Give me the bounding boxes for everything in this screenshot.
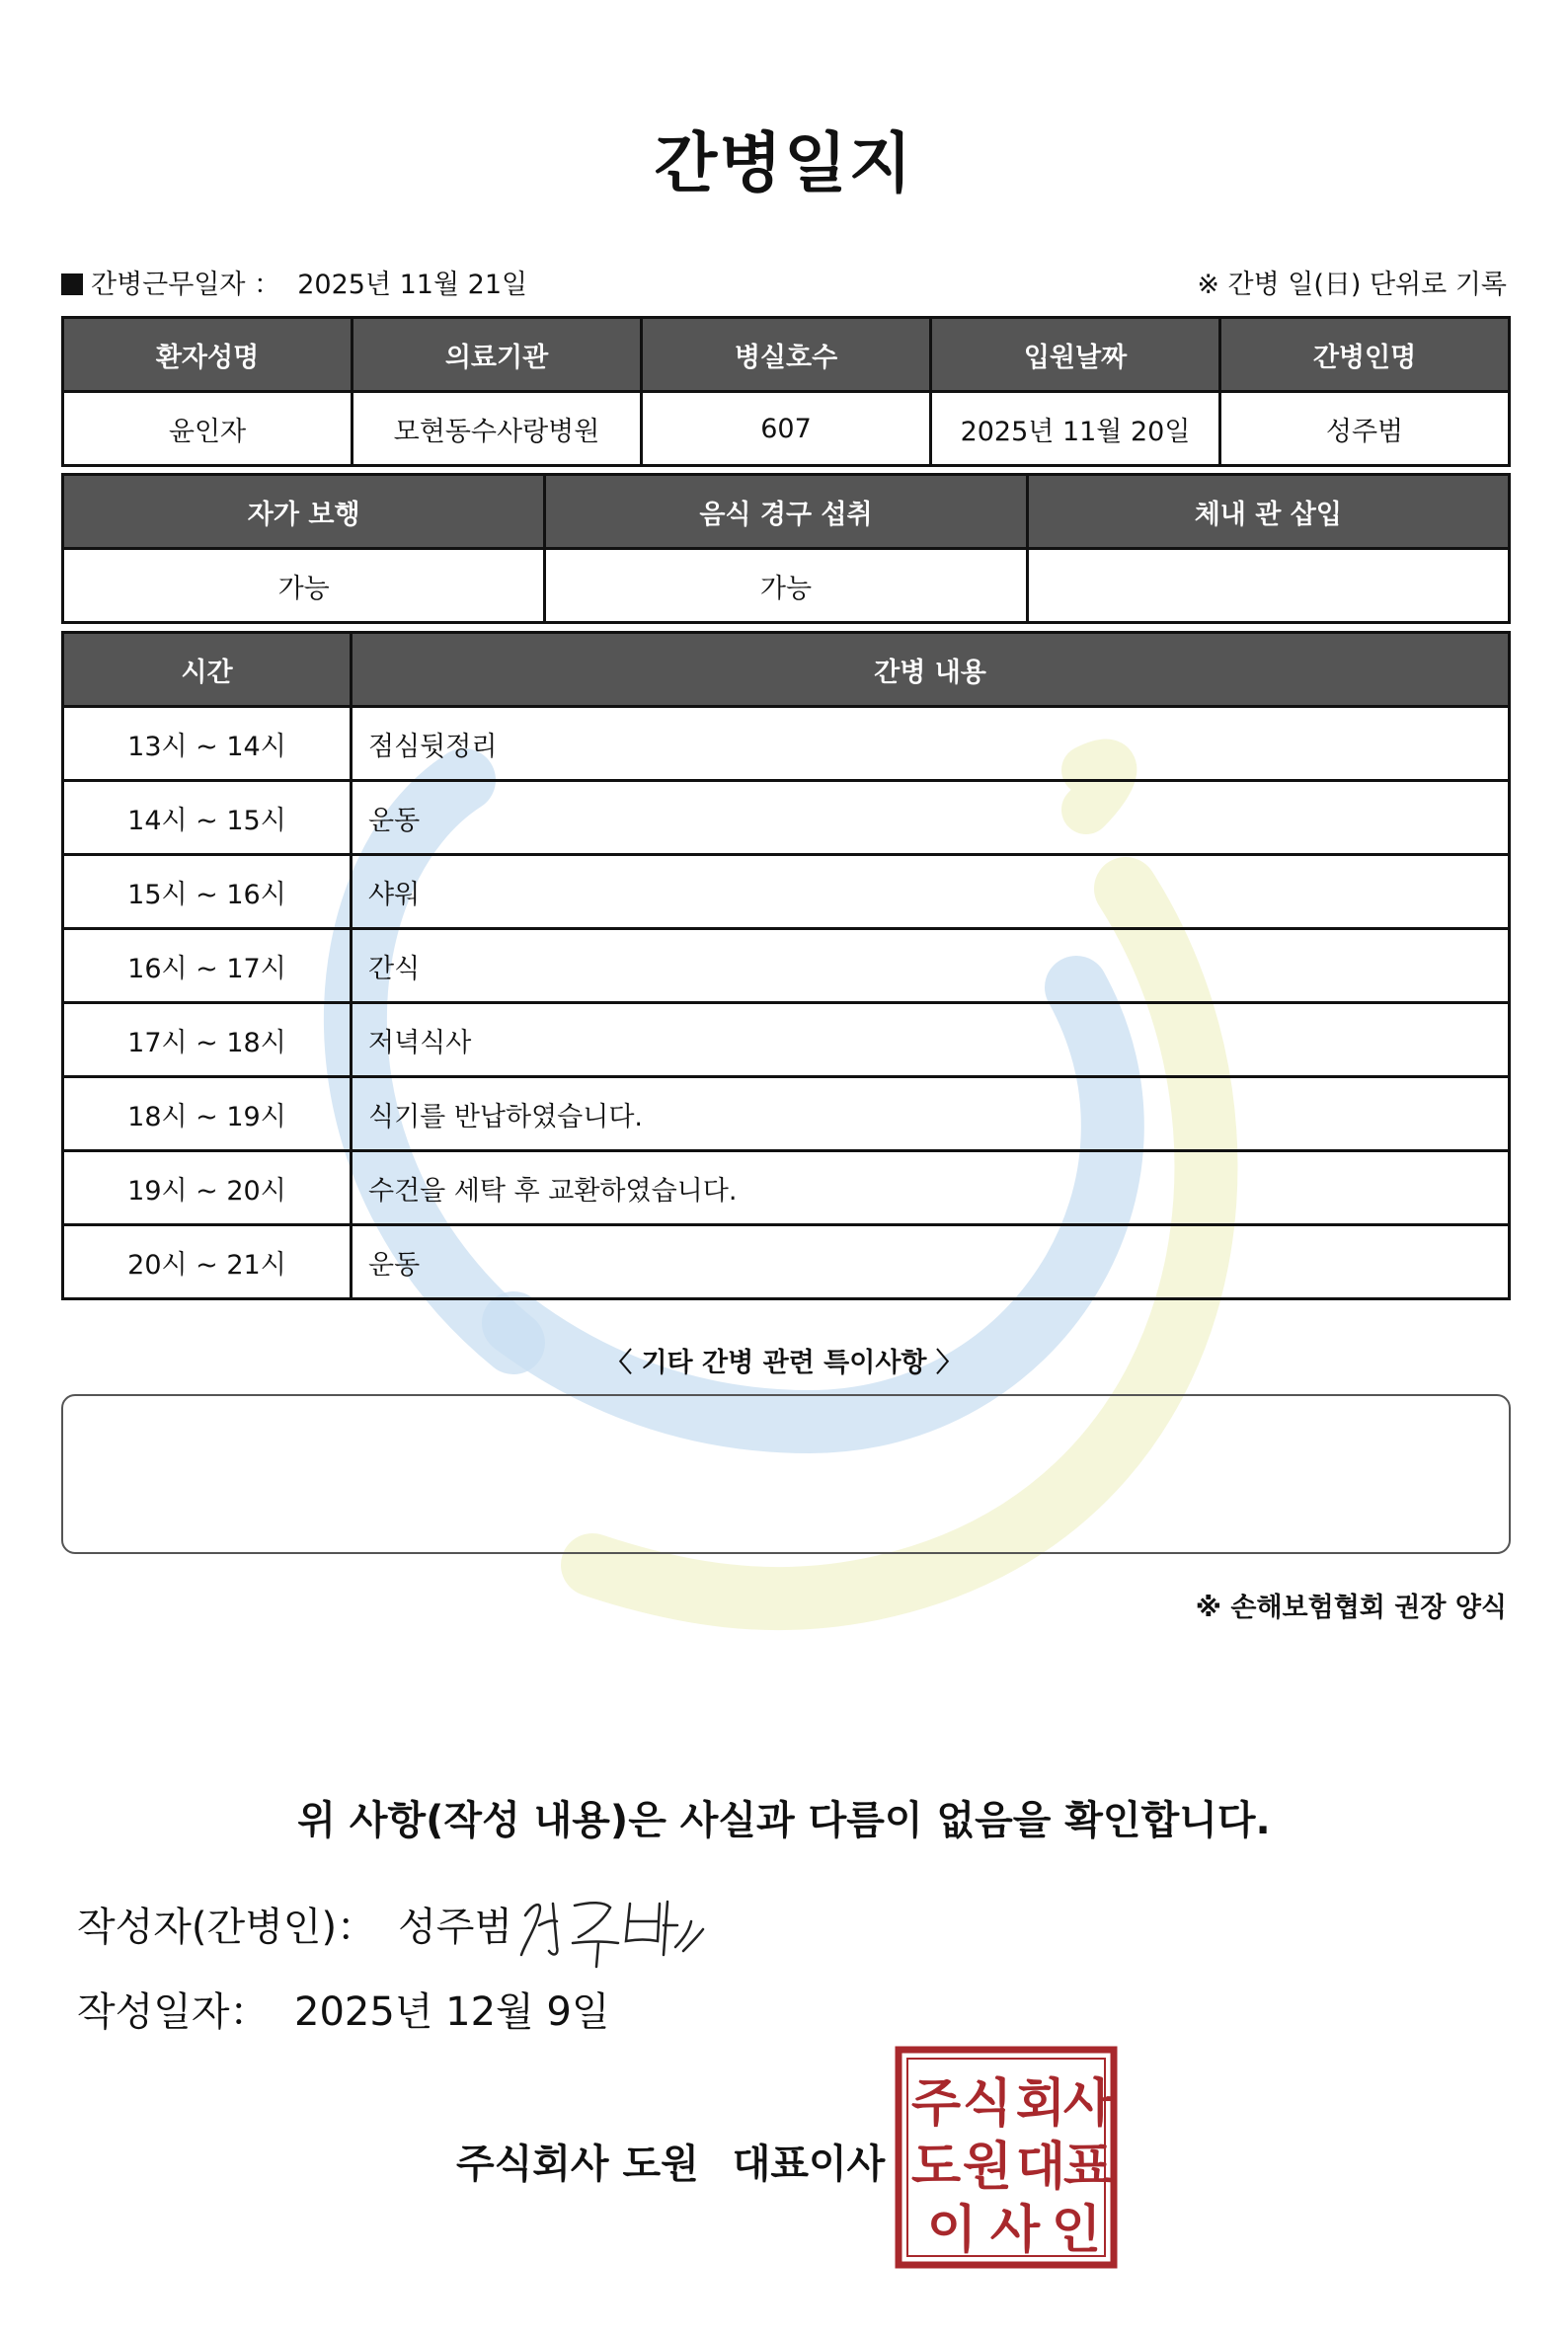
record-note: ※ 간병 일(日) 단위로 기록	[1197, 270, 1507, 300]
header-caregiver-name: 간병인명	[1220, 318, 1510, 392]
table-header-row	[63, 633, 1510, 707]
company-seal-stamp	[895, 2046, 1118, 2269]
content-cell: 식기를 반납하였습니다.	[352, 1077, 1510, 1151]
writer-label: 작성자(간병인)：	[77, 1905, 377, 1950]
header-care-content: 간병 내용	[352, 633, 1510, 707]
svg-text:인: 인	[1051, 2201, 1102, 2260]
table-row	[63, 1151, 1510, 1225]
svg-text:표: 표	[1062, 2138, 1114, 2197]
header-admission-date: 입원날짜	[931, 318, 1220, 392]
work-date-value: 2025년 11월 21일	[297, 270, 528, 300]
time-cell: 13시 ~ 14시	[63, 707, 352, 781]
company-line	[456, 2133, 885, 2189]
special-notes-box	[61, 1394, 1511, 1554]
time-cell: 20시 ~ 21시	[63, 1225, 352, 1299]
table-row	[63, 781, 1510, 855]
content-cell: 샤워	[352, 855, 1510, 929]
handwritten-signature	[513, 1886, 711, 1975]
svg-text:이: 이	[926, 2201, 978, 2260]
content-cell: 수건을 세탁 후 교환하였습니다.	[352, 1151, 1510, 1225]
time-cell: 14시 ~ 15시	[63, 781, 352, 855]
svg-text:사: 사	[989, 2201, 1041, 2260]
svg-text:주: 주	[910, 2074, 962, 2134]
header-hospital: 의료기관	[353, 318, 642, 392]
svg-text:식: 식	[962, 2074, 1013, 2134]
writer-line	[77, 1896, 534, 1952]
patient-info-table	[61, 316, 1511, 467]
writing-date-label: 작성일자：	[77, 1989, 270, 2035]
self-walking-cell: 가능	[63, 549, 545, 623]
table-row	[63, 1225, 1510, 1299]
patient-name-cell: 윤인자	[63, 392, 353, 466]
writing-date-value: 2025년 12월 9일	[294, 1989, 610, 2035]
caregiver-name-cell: 성주범	[1220, 392, 1510, 466]
svg-text:도: 도	[910, 2138, 962, 2197]
content-cell: 간식	[352, 929, 1510, 1003]
company-ceo-title: 대표이사	[732, 2142, 886, 2187]
square-bullet-icon	[61, 273, 83, 295]
content-cell: 운동	[352, 781, 1510, 855]
time-cell: 16시 ~ 17시	[63, 929, 352, 1003]
form-source-note: ※ 손해보험협회 권장 양식	[1195, 1593, 1507, 1623]
header-self-walking: 자가 보행	[63, 475, 545, 549]
tube-insertion-cell	[1027, 549, 1509, 623]
oral-intake-cell: 가능	[545, 549, 1027, 623]
hospital-cell: 모현동수사랑병원	[353, 392, 642, 466]
table-row	[63, 1003, 1510, 1077]
header-room-number: 병실호수	[642, 318, 931, 392]
header-time: 시간	[63, 633, 352, 707]
table-row	[63, 1077, 1510, 1151]
table-header-row	[63, 318, 1510, 392]
header-tube-insertion: 체내 관 삽입	[1027, 475, 1509, 549]
special-notes-title: 〈 기타 간병 관련 특이사항 〉	[605, 1348, 963, 1378]
table-row	[63, 855, 1510, 929]
patient-status-table	[61, 473, 1511, 624]
table-row	[63, 392, 1510, 466]
table-row	[63, 929, 1510, 1003]
svg-text:회: 회	[1015, 2074, 1066, 2134]
company-name: 주식회사 도원	[456, 2142, 699, 2187]
content-cell: 운동	[352, 1225, 1510, 1299]
header-oral-intake: 음식 경구 섭취	[545, 475, 1027, 549]
content-cell: 점심뒷정리	[352, 707, 1510, 781]
time-cell: 19시 ~ 20시	[63, 1151, 352, 1225]
confirmation-statement: 위 사항(작성 내용)은 사실과 다름이 없음을 확인합니다.	[297, 1798, 1271, 1843]
writer-name: 성주범	[398, 1905, 512, 1950]
admission-date-cell: 2025년 11월 20일	[931, 392, 1220, 466]
table-header-row	[63, 475, 1510, 549]
work-date-line	[61, 263, 527, 301]
room-number-cell: 607	[642, 392, 931, 466]
svg-text:대: 대	[1015, 2138, 1066, 2197]
page-title: 간병일지	[654, 125, 914, 201]
table-row	[63, 549, 1510, 623]
time-cell: 15시 ~ 16시	[63, 855, 352, 929]
header-patient-name: 환자성명	[63, 318, 353, 392]
time-cell: 17시 ~ 18시	[63, 1003, 352, 1077]
svg-text:원: 원	[962, 2138, 1013, 2197]
work-date-label: 간병근무일자 ：	[91, 270, 281, 300]
writing-date-line	[77, 1981, 610, 2037]
care-log-table	[61, 631, 1511, 1300]
table-row	[63, 707, 1510, 781]
content-cell: 저녁식사	[352, 1003, 1510, 1077]
time-cell: 18시 ~ 19시	[63, 1077, 352, 1151]
svg-text:사: 사	[1062, 2074, 1114, 2134]
